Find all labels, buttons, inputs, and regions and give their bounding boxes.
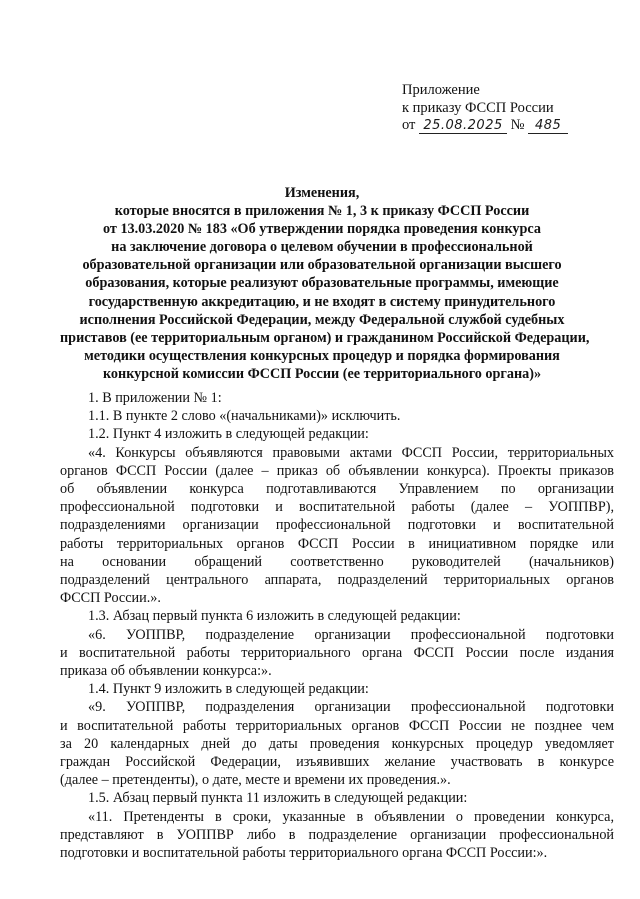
handwritten-number: 485 — [528, 118, 568, 134]
appendix-from-prefix: от — [402, 117, 416, 133]
paragraph-line: за 20 календарных дней до даты проведения конкурсных процедур уведомляет — [60, 735, 614, 752]
document-body — [60, 389, 614, 862]
title-line: Изменения, — [284, 185, 360, 201]
title-line: на заключение договора о целевом обучении в профессиональной — [111, 239, 533, 256]
appendix-order-ref: к приказу ФССП России — [402, 99, 554, 116]
paragraph-line: подготовки и воспитательной работы территориального органа ФССП России:». — [60, 845, 548, 862]
paragraph-4 — [60, 444, 614, 608]
title-line: от 13.03.2020 № 183 «Об утверждении порядка проведения конкурса — [103, 221, 541, 238]
paragraph-line: органов ФССП России (далее – приказ об объявлении конкурса). Проекты приказов — [60, 462, 614, 479]
paragraph-line: «11. Претенденты в сроки, указанные в объявлении о проведении конкурса, — [88, 808, 614, 825]
paragraph-line: подразделениями организации профессиональной подготовки и воспитательной — [60, 517, 614, 534]
appendix-header — [402, 82, 602, 135]
item-1-5: 1.5. Абзац первый пункта 11 изложить в следующей редакции: — [88, 790, 468, 807]
paragraph-line: «6. УОППВР, подразделение организации профессиональной подготовки — [88, 626, 614, 643]
paragraph-line: подразделений центрального аппарата, подразделений территориальных органов — [60, 572, 614, 589]
title-line: приставов (ее территориальным органом) и гражданином Российской Федерации, — [60, 329, 590, 346]
item-1-3: 1.3. Абзац первый пункта 6 изложить в следующей редакции: — [88, 608, 461, 625]
title-line: образования, которые реализуют образовательные программы, имеющие — [85, 275, 559, 292]
handwritten-date: 25.08.2025 — [419, 118, 507, 134]
number-sign: № — [510, 117, 525, 133]
paragraph-line: на основании обращений соответственно руководителей (начальников) — [60, 553, 614, 570]
title-line: образовательной организации или образовательной организации высшего — [82, 257, 562, 274]
paragraph-line: профессиональной подготовки и воспитательной работы (далее – УОППВР), — [60, 499, 614, 516]
title-line: которые вносятся в приложения № 1, 3 к приказу ФССП России — [114, 203, 530, 220]
paragraph-line: граждан Российской Федерации, изъявивших желание участвовать в конкурсе — [60, 754, 614, 771]
item-1: 1. В приложении № 1: — [88, 390, 222, 406]
title-line: исполнения Российской Федерации, между Федеральной службой судебных — [79, 311, 565, 328]
item-1-2: 1.2. Пункт 4 изложить в следующей редакции: — [88, 426, 369, 443]
paragraph-line: об объявлении конкурса подготавливаются Управлением по организации — [60, 481, 614, 498]
paragraph-line: ФССП России.». — [60, 590, 161, 607]
paragraph-11 — [60, 808, 614, 863]
paragraph-line: «9. УОППВР, подразделения организации профессиональной подготовки — [88, 699, 614, 716]
paragraph-line: приказа об объявлении конкурса:». — [60, 663, 272, 680]
paragraph-9 — [60, 698, 614, 789]
paragraph-line: работы территориальных органов ФССП России в инициативном порядке или — [60, 535, 614, 552]
paragraph-line: и воспитательной работы территориального органа ФССП России после издания — [60, 644, 614, 661]
paragraph-line: (далее – претенденты), о дате, месте и времени их проведения.». — [60, 772, 451, 789]
paragraph-line: представляют в УОППВР либо в подразделение организации профессиональной — [60, 826, 614, 843]
paragraph-6 — [60, 626, 614, 681]
title-line: методики осуществления конкурсных процедур и порядка формирования — [84, 347, 560, 364]
item-1-4: 1.4. Пункт 9 изложить в следующей редакции: — [88, 681, 369, 698]
document-title — [60, 184, 590, 383]
title-line: государственную аккредитацию, и не входят в систему принудительного — [88, 293, 556, 310]
paragraph-line: и воспитательной работы территориальных органов ФССП России не позднее чем — [60, 717, 614, 734]
paragraph-line: «4. Конкурсы объявляются правовыми актами ФССП России, территориальных — [88, 444, 614, 461]
appendix-date-number-line — [402, 117, 602, 135]
item-1-1: 1.1. В пункте 2 слово «(начальниками)» исключить. — [88, 408, 401, 425]
title-line: конкурсной комиссии ФССП России (ее территориального органа)» — [102, 365, 542, 382]
appendix-label: Приложение — [402, 82, 480, 98]
